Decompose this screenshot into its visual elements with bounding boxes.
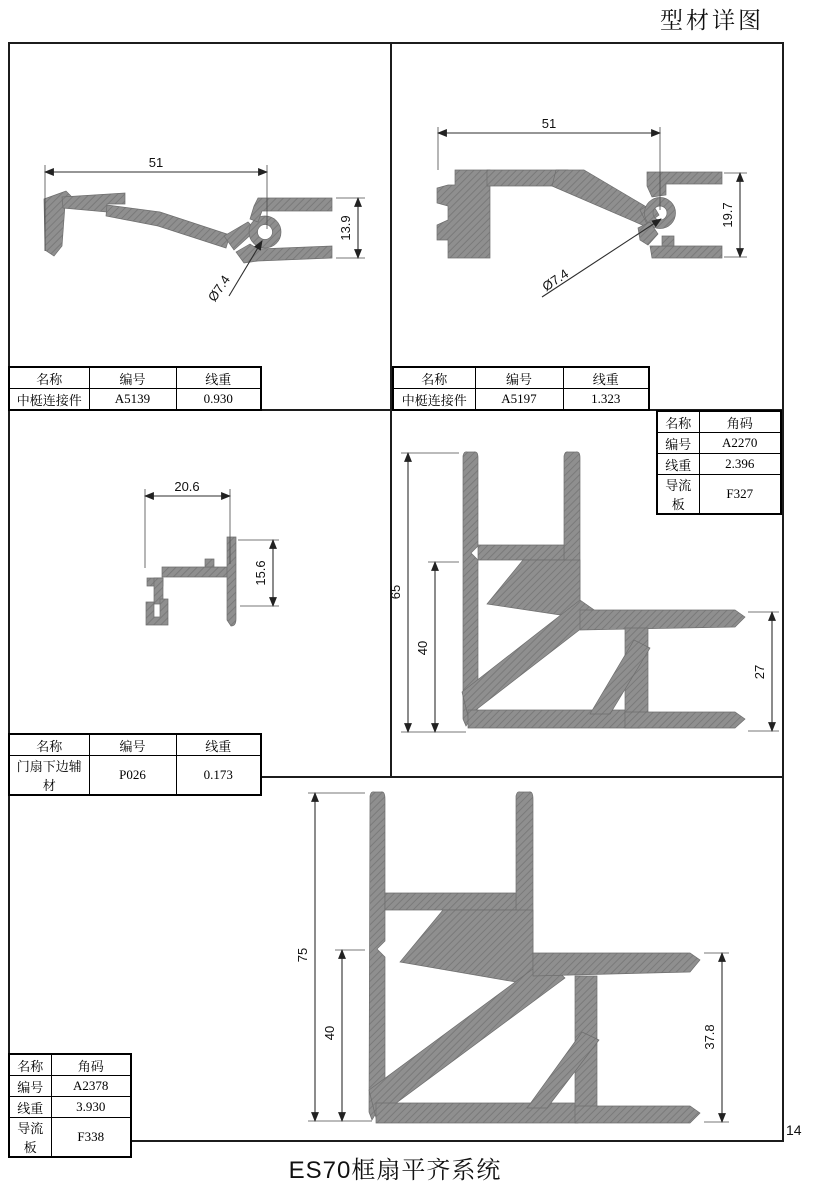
table-a2378	[8, 1053, 132, 1158]
header-weight: 线重	[176, 734, 261, 756]
table-row	[9, 756, 261, 796]
table-row	[9, 389, 261, 411]
dim-width-label: 51	[541, 116, 557, 131]
header-name: 名称	[9, 367, 89, 389]
value-code: P026	[89, 756, 176, 796]
table-a2270	[656, 410, 782, 515]
header-name: 名称	[9, 734, 89, 756]
dim-width-label: 51	[148, 155, 164, 170]
table-row	[9, 1054, 131, 1076]
system-title: ES70框扇平齐系统	[288, 1157, 502, 1184]
header-code: 编号	[475, 367, 563, 389]
value-weight: 0.173	[176, 756, 261, 796]
dim-inner-label: 40	[322, 1025, 337, 1041]
profile-a2378-shape	[369, 792, 700, 1123]
label-deflector: 导流板	[657, 475, 699, 515]
table-row	[657, 454, 781, 475]
dim-overall-label: 65	[388, 584, 403, 600]
dim-height-label: 13.9	[338, 215, 353, 241]
dim-overall-label: 75	[295, 947, 310, 963]
table-header-row	[9, 734, 261, 756]
value-weight: 3.930	[51, 1097, 131, 1118]
value-deflector: F338	[51, 1118, 131, 1158]
value-name: 中梃连接件	[393, 389, 475, 411]
dim-arm-label: 27	[752, 664, 767, 680]
dim-height-label: 19.7	[720, 202, 735, 228]
table-row	[9, 1076, 131, 1097]
table-a5139	[8, 366, 262, 411]
value-weight: 1.323	[563, 389, 649, 411]
page-title: 型材详图	[660, 8, 764, 33]
value-deflector: F327	[699, 475, 781, 515]
value-name: 门扇下边辅材	[9, 756, 89, 796]
dim-width-label: 20.6	[174, 479, 200, 494]
dim-diameter-label: Ø7.4	[539, 265, 572, 295]
table-header-row	[9, 367, 261, 389]
header-weight: 线重	[563, 367, 649, 389]
table-header-row	[393, 367, 649, 389]
dim-arm-label: 37.8	[702, 1024, 717, 1050]
table-p026	[8, 733, 262, 796]
value-name: 角码	[699, 411, 781, 433]
table-row	[9, 1097, 131, 1118]
dim-diameter-label: Ø7.4	[204, 272, 234, 305]
label-code: 编号	[657, 433, 699, 454]
label-name: 名称	[9, 1054, 51, 1076]
table-a5197	[392, 366, 650, 411]
dim-height-label: 15.6	[253, 560, 268, 586]
header-weight: 线重	[176, 367, 261, 389]
value-name: 中梃连接件	[9, 389, 89, 411]
label-name: 名称	[657, 411, 699, 433]
label-weight: 线重	[657, 454, 699, 475]
header-code: 编号	[89, 734, 176, 756]
label-deflector: 导流板	[9, 1118, 51, 1158]
table-row	[393, 389, 649, 411]
value-code: A2378	[51, 1076, 131, 1097]
page-number: 14	[786, 1122, 802, 1138]
value-name: 角码	[51, 1054, 131, 1076]
profile-a5139-shape	[44, 191, 332, 263]
value-weight: 2.396	[699, 454, 781, 475]
dim-inner-label: 40	[415, 640, 430, 656]
value-code: A2270	[699, 433, 781, 454]
profile-a5197-shape	[437, 170, 722, 258]
table-row	[657, 411, 781, 433]
header-code: 编号	[89, 367, 176, 389]
label-weight: 线重	[9, 1097, 51, 1118]
header-name: 名称	[393, 367, 475, 389]
table-row	[657, 475, 781, 515]
profile-p026-shape	[146, 537, 236, 626]
value-code: A5139	[89, 389, 176, 411]
label-code: 编号	[9, 1076, 51, 1097]
value-code: A5197	[475, 389, 563, 411]
table-row	[657, 433, 781, 454]
value-weight: 0.930	[176, 389, 261, 411]
dims-p026	[145, 479, 279, 606]
